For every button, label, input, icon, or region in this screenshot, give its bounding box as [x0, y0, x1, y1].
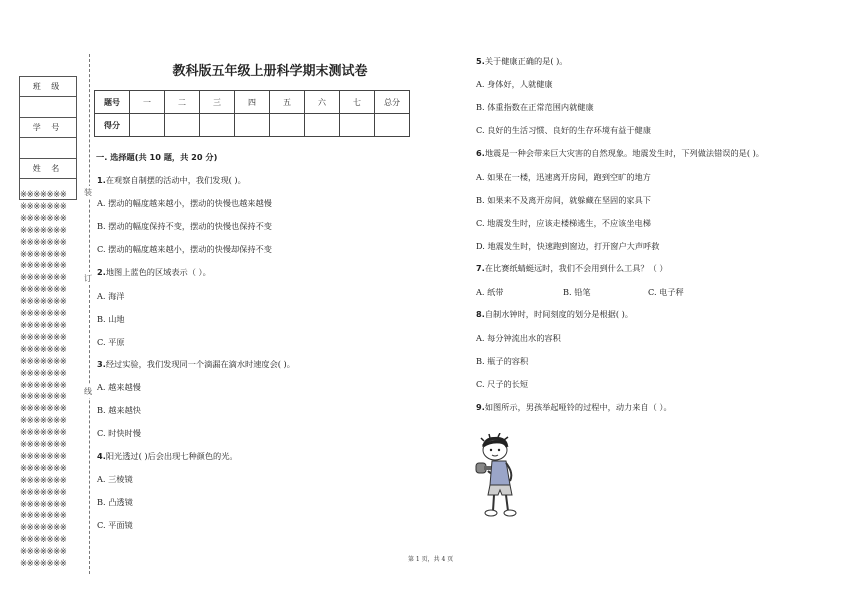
option: A. 每分钟流出水的容积: [476, 333, 561, 343]
binding-char-zhuang: 装: [84, 188, 92, 197]
question-text: 经过实验，我们发现同一个滴漏在滴水时速度会( )。: [105, 359, 295, 369]
score-cell[interactable]: [270, 114, 305, 137]
score-cell[interactable]: [200, 114, 235, 137]
score-cell[interactable]: [375, 114, 410, 137]
class-label: 班 级: [20, 77, 77, 97]
option: A. 身体好，人就健康: [476, 79, 553, 89]
option: B. 体重指数在正常范围内就健康: [476, 102, 594, 112]
option: C. 地震发生时，应该走楼梯逃生，不应该坐电梯: [476, 218, 651, 228]
student-id-label: 学 号: [20, 118, 77, 138]
student-id-field[interactable]: [20, 138, 77, 159]
question-text: 地图上蓝色的区域表示（ ）。: [105, 267, 211, 277]
question-7: [476, 263, 668, 274]
score-header-cell: 总分: [375, 91, 410, 114]
section-heading: 一. 选择题(共 10 题，共 20 分): [96, 152, 218, 162]
class-field[interactable]: [20, 97, 77, 118]
question-9: [476, 402, 672, 413]
question-number: 3.: [97, 359, 106, 369]
question-6: [476, 148, 764, 159]
score-table: [94, 90, 410, 137]
option: C. 尺子的长短: [476, 379, 529, 389]
question-number: 2.: [97, 267, 106, 277]
binding-star-pattern: ※※※※※※※ ※※※※※※※ ※※※※※※※ ※※※※※※※ ※※※※※※※ ※※※※※※※ ※※※※※※※ ※※※※※※※ ※※※※※※※ ※※※※※※※ ※※※※※※※ ※※※※※※※ ※※※※※※※ ※※※※※※※ ※※※※※※※ ※※※※※※※ ※※※※※※※ ※※※※※※※ ※※※※※※※ ※※※※※※※ ※※※※※※※ ※※※※※※※ ※※※※※※※ ※※※※※※※ ※※※※※※※ ※※※※※※※ ※※※※※※※ ※※※※※※※ ※※※※※※※ ※※※※※※※ ※※※※※※※ ※※※※※※※: [20, 190, 67, 570]
question-text: 在比赛纸蜻蜓远时，我们不会用到什么工具？（ ）: [484, 263, 668, 273]
option: B. 如果来不及离开房间，就躲藏在坚固的家具下: [476, 195, 651, 205]
option: C. 良好的生活习惯、良好的生存环境有益于健康: [476, 125, 651, 135]
question-text: 阳光透过( )后会出现七种颜色的光。: [105, 451, 238, 461]
score-table-header-row: [95, 91, 410, 114]
question-5: [476, 56, 568, 67]
option: A. 三棱镜: [97, 474, 133, 484]
question-8: [476, 309, 633, 320]
option: B. 摆动的幅度保持不变，摆动的快慢也保持不变: [97, 221, 272, 231]
option: B. 凸透镜: [97, 497, 133, 507]
score-cell[interactable]: [165, 114, 200, 137]
page-title: 教科版五年级上册科学期末测试卷: [172, 64, 368, 79]
score-header-cell: 六: [305, 91, 340, 114]
question-text: 如图所示，男孩举起哑铃的过程中，动力来自（ ）。: [484, 402, 672, 412]
option: B. 铅笔: [563, 287, 591, 297]
score-row-label: 得分: [95, 114, 130, 137]
score-header-cell: 题号: [95, 91, 130, 114]
question-number: 4.: [97, 451, 106, 461]
option: C. 电子秤: [648, 287, 684, 297]
option: A. 纸带: [476, 287, 504, 297]
score-header-cell: 七: [340, 91, 375, 114]
page-footer: 第 1 页，共 4 页: [408, 556, 454, 563]
question-text: 关于健康正确的是( )。: [484, 56, 568, 66]
binding-char-xian: 线: [84, 387, 92, 396]
option: A. 摆动的幅度越来越小，摆动的快慢也越来越慢: [97, 198, 272, 208]
question-number: 6.: [476, 148, 485, 158]
score-header-cell: 三: [200, 91, 235, 114]
option: B. 瓶子的容积: [476, 356, 529, 366]
binding-char-ding: 订: [84, 274, 92, 283]
question-1: [97, 175, 246, 186]
question-number: 9.: [476, 402, 485, 412]
score-header-cell: 一: [130, 91, 165, 114]
option: C. 摆动的幅度越来越小，摆动的快慢却保持不变: [97, 244, 272, 254]
question-number: 8.: [476, 309, 485, 319]
option: A. 越来越慢: [97, 382, 141, 392]
score-header-cell: 五: [270, 91, 305, 114]
question-number: 7.: [476, 263, 485, 273]
question-2: [97, 267, 211, 278]
student-info-table: [19, 76, 77, 200]
option: C. 平原: [97, 337, 125, 347]
score-cell[interactable]: [130, 114, 165, 137]
question-text: 地震是一种会带来巨大灾害的自然现象。地震发生时，下列做法错误的是( )。: [484, 148, 764, 158]
score-cell[interactable]: [235, 114, 270, 137]
question-4: [97, 451, 238, 462]
option: C. 时快时慢: [97, 428, 141, 438]
question-number: 5.: [476, 56, 485, 66]
option: D. 地震发生时，快速跑到窗边，打开窗户大声呼救: [476, 241, 660, 251]
question-text: 自制水钟时，时间刻度的划分是根据( )。: [484, 309, 633, 319]
question-3: [97, 359, 295, 370]
name-label: 姓 名: [20, 159, 77, 179]
score-header-cell: 四: [235, 91, 270, 114]
binding-dashed-line: [89, 54, 90, 574]
score-header-cell: 二: [165, 91, 200, 114]
boy-lifting-dumbbell-illustration: [470, 433, 532, 521]
option: A. 如果在一楼，迅速离开房间，跑到空旷的地方: [476, 172, 651, 182]
question-text: 在观察自制摆的活动中，我们发现( )。: [105, 175, 246, 185]
score-cell[interactable]: [340, 114, 375, 137]
option: B. 山地: [97, 314, 125, 324]
option: B. 越来越快: [97, 405, 141, 415]
option: A. 海洋: [97, 291, 125, 301]
question-number: 1.: [97, 175, 106, 185]
option: C. 平面镜: [97, 520, 133, 530]
score-table-score-row: [95, 114, 410, 137]
score-cell[interactable]: [305, 114, 340, 137]
